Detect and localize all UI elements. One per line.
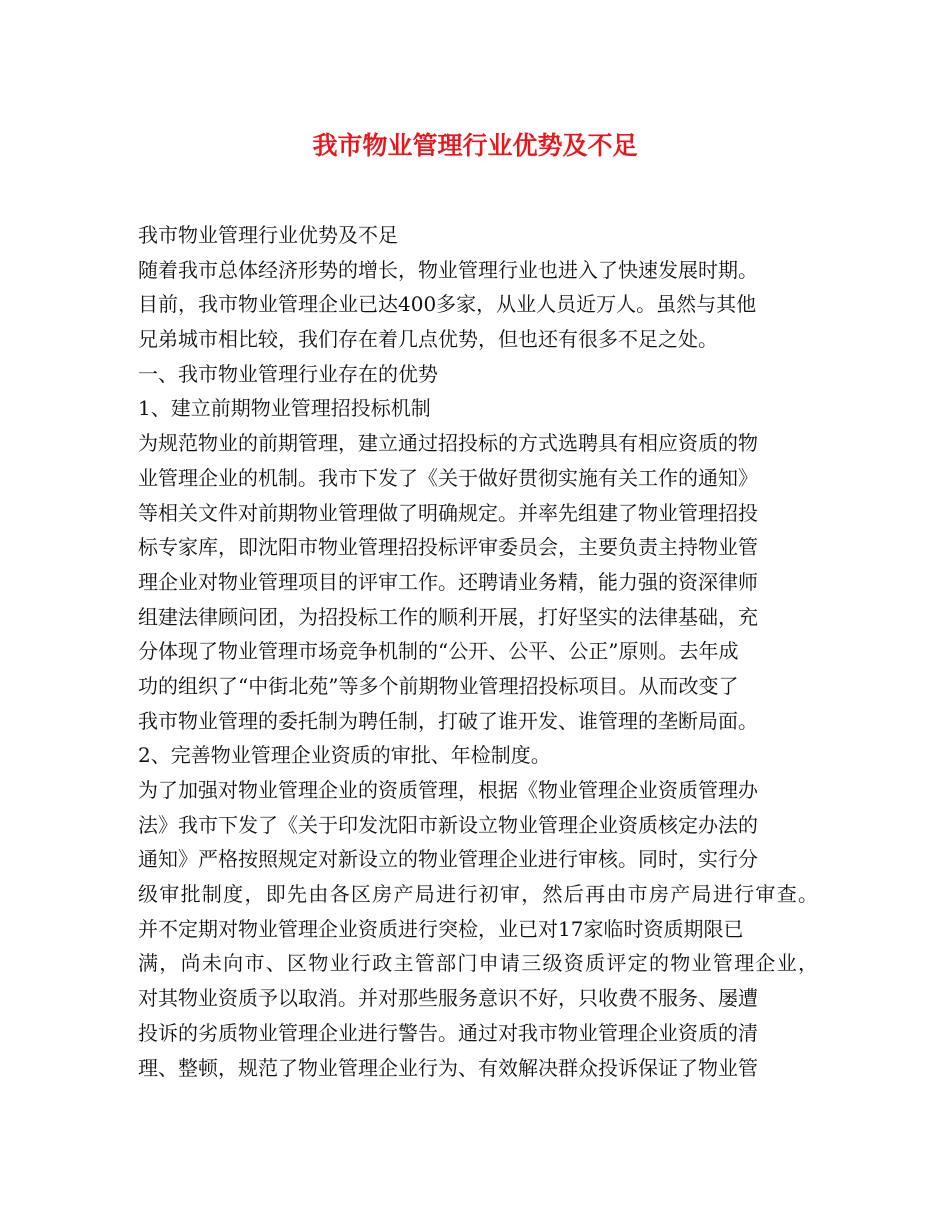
- body-line: 通知》严格按照规定对新设立的物业管理企业进行审核。同时，实行分: [138, 847, 758, 872]
- body-line: 业管理企业的机制。我市下发了《关于做好贯彻实施有关工作的通知》: [138, 465, 758, 490]
- subsection-heading: 1、建立前期物业管理招投标机制: [138, 396, 431, 421]
- body-line: 组建法律顾问团，为招投标工作的顺利开展，打好坚实的法律基础，充: [138, 604, 758, 629]
- body-line: 目前，我市物业管理企业已达400多家，从业人员近万人。虽然与其他: [138, 292, 757, 317]
- body-line: 理企业对物业管理项目的评审工作。还聘请业务精，能力强的资深律师: [138, 569, 758, 594]
- body-line: 并不定期对物业管理企业资质进行突检，业已对17家临时资质期限已: [138, 916, 744, 941]
- body-line: 分体现了物业管理市场竞争机制的“公开、公平、公正”原则。去年成: [138, 639, 739, 664]
- body-line: 对其物业资质予以取消。并对那些服务意识不好，只收费不服务、屡遭: [138, 986, 758, 1011]
- body-line: 理、整顿，规范了物业管理企业行为、有效解决群众投诉保证了物业管: [138, 1055, 758, 1080]
- body-line: 兄弟城市相比较，我们存在着几点优势，但也还有很多不足之处。: [138, 327, 718, 352]
- body-line: 我市物业管理行业优势及不足: [138, 223, 398, 247]
- body-line: 级审批制度，即先由各区房产局进行初审，然后再由市房产局进行审查。: [138, 882, 820, 907]
- section-heading: 一、我市物业管理行业存在的优势: [138, 361, 438, 386]
- body-line: 为规范物业的前期管理，建立通过招投标的方式选聘具有相应资质的物: [138, 431, 758, 456]
- body-line: 满，尚未向市、区物业行政主管部门申请三级资质评定的物业管理企业，: [138, 951, 820, 976]
- body-line: 等相关文件对前期物业管理做了明确规定。并率先组建了物业管理招投: [138, 500, 758, 525]
- body-line: 为了加强对物业管理企业的资质管理，根据《物业管理企业资质管理办: [138, 778, 758, 802]
- body-line: 随着我市总体经济形势的增长，物业管理行业也进入了快速发展时期。: [138, 257, 758, 282]
- document-body: [138, 218, 818, 1085]
- body-line: 我市物业管理的委托制为聘任制，打破了谁开发、谁管理的垄断局面。: [138, 708, 758, 733]
- body-line: 法》我市下发了《关于印发沈阳市新设立物业管理企业资质核定办法的: [138, 812, 758, 837]
- body-line: 标专家库，即沈阳市物业管理招投标评审委员会，主要负责主持物业管: [138, 535, 758, 560]
- subsection-heading: 2、完善物业管理企业资质的审批、年检制度。: [138, 743, 551, 768]
- body-line: 功的组织了“中街北苑”等多个前期物业管理招投标项目。从而改变了: [138, 673, 739, 698]
- document-title: 我市物业管理行业优势及不足: [312, 131, 638, 160]
- body-line: 投诉的劣质物业管理企业进行警告。通过对我市物业管理企业资质的清: [138, 1020, 758, 1045]
